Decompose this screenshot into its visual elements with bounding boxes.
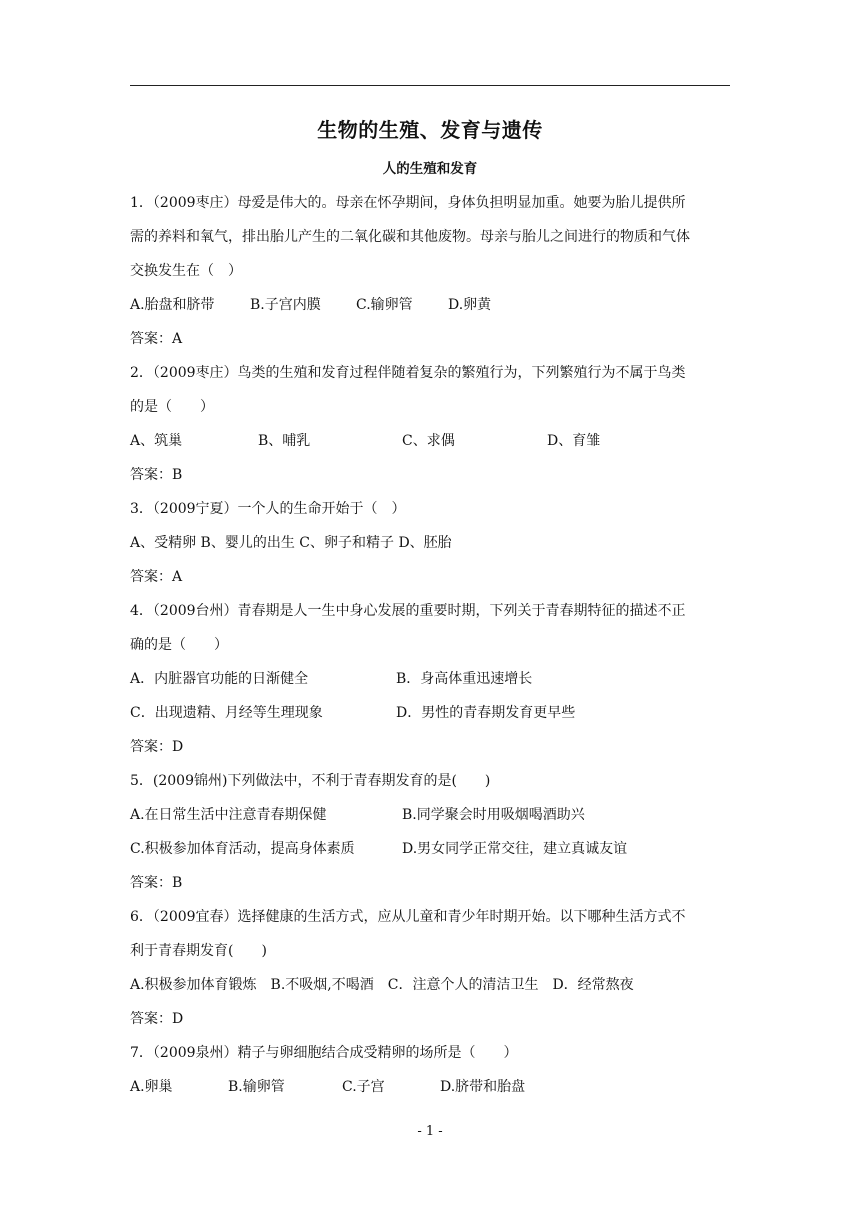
option-b: B、哺乳: [258, 433, 311, 449]
question-7-options: [130, 1070, 730, 1104]
question-3-stem: 3．（2009宁夏）一个人的生命开始于（ ）: [130, 501, 406, 517]
question-5-answer: 答案：B: [130, 875, 183, 891]
option-b: B.子宫内膜: [250, 297, 321, 313]
question-4-stem-line-1: 4．（2009台州）青春期是人一生中身心发展的重要时期，下列关于青春期特征的描述不正: [130, 603, 686, 619]
option-d: D.脐带和胎盘: [440, 1079, 526, 1095]
option-a: A、筑巢: [130, 433, 183, 449]
question-5-options-row-1: [130, 798, 730, 832]
question-1-stem-line-1: 1．（2009枣庄）母爱是伟大的。母亲在怀孕期间，身体负担明显加重。她要为胎儿提供所: [130, 195, 686, 211]
option-a: A.胎盘和脐带: [130, 297, 215, 313]
question-1-stem-line-3: 交换发生在（ ）: [130, 263, 242, 279]
section-subtitle: 人的生殖和发育: [382, 161, 478, 177]
option-b: B．身高体重迅速增长: [396, 671, 533, 687]
option-a: A．内脏器官功能的日渐健全: [130, 671, 309, 687]
option-c: C.输卵管: [356, 297, 413, 313]
question-1-options: [130, 288, 730, 322]
option-c: C.积极参加体育活动，提高身体素质: [130, 841, 355, 857]
question-7-stem: 7．（2009泉州）精子与卵细胞结合成受精卵的场所是（ ）: [130, 1045, 518, 1061]
question-5-options-row-2: [130, 832, 730, 866]
page-title: 生物的生殖、发育与遗传: [317, 118, 543, 142]
question-6-options: A.积极参加体育锻炼 B.不吸烟,不喝酒 C．注意个人的清洁卫生 D．经常熬夜: [130, 977, 634, 993]
question-6-stem-line-2: 利于青春期发育( ): [130, 943, 267, 959]
question-4-answer: 答案：D: [130, 739, 184, 755]
option-d: D.卵黄: [448, 297, 492, 313]
option-d: D.男女同学正常交往，建立真诚友谊: [402, 841, 628, 857]
question-6-stem-line-1: 6．（2009宜春）选择健康的生活方式，应从儿童和青少年时期开始。以下哪种生活方式不: [130, 909, 686, 925]
option-a: A.在日常生活中注意青春期保健: [130, 807, 327, 823]
question-2-stem-line-2: 的是（ ）: [130, 399, 214, 415]
option-b: B.同学聚会时用吸烟喝酒助兴: [402, 807, 585, 823]
question-1-stem-line-2: 需的养料和氧气，排出胎儿产生的二氧化碳和其他废物。母亲与胎儿之间进行的物质和气体: [130, 229, 690, 245]
question-1-answer: 答案：A: [130, 331, 183, 347]
header-rule: [130, 85, 730, 86]
option-c: C.子宫: [342, 1079, 385, 1095]
option-b: B.输卵管: [228, 1079, 285, 1095]
question-4-options-row-1: [130, 662, 730, 696]
option-a: A.卵巢: [130, 1079, 173, 1095]
question-6-answer: 答案：D: [130, 1011, 184, 1027]
question-3-options: A、受精卵 B、婴儿的出生 C、卵子和精子 D、胚胎: [130, 535, 452, 551]
option-c: C、求偶: [402, 433, 455, 449]
question-2-options: [130, 424, 730, 458]
question-4-stem-line-2: 确的是（ ）: [130, 637, 228, 653]
question-4-options-row-2: [130, 696, 730, 730]
question-list: [130, 186, 730, 1104]
option-c: C．出现遗精、月经等生理现象: [130, 705, 323, 721]
page-number: - 1 -: [417, 1124, 443, 1139]
question-5-stem: 5．(2009锦州)下列做法中，不利于青春期发育的是( ): [130, 773, 491, 789]
option-d: D．男性的青春期发育更早些: [396, 705, 576, 721]
option-d: D、育雏: [547, 433, 601, 449]
question-3-answer: 答案：A: [130, 569, 183, 585]
question-2-answer: 答案：B: [130, 467, 183, 483]
question-2-stem-line-1: 2．（2009枣庄）鸟类的生殖和发育过程伴随着复杂的繁殖行为，下列繁殖行为不属于鸟类: [130, 365, 686, 381]
